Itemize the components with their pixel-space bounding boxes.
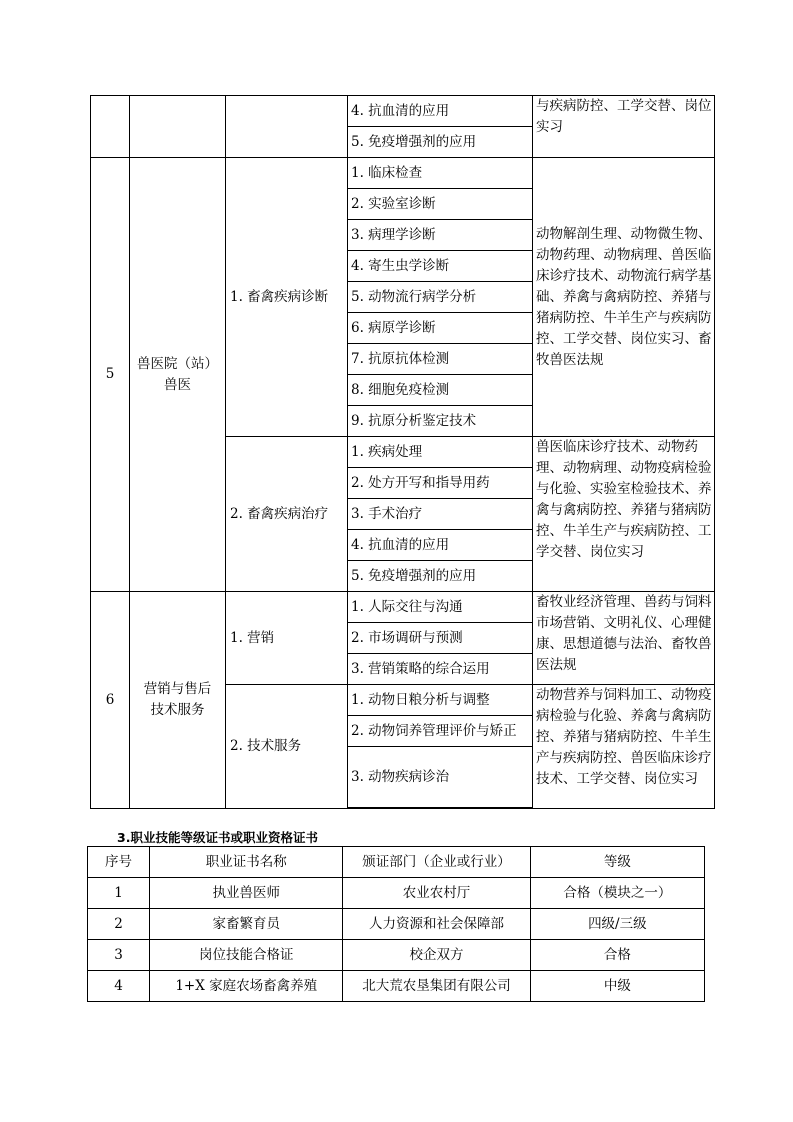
table-header-row	[88, 847, 705, 878]
table-cell: 人力资源和社会保障部	[343, 909, 530, 940]
table-cell: 北大荒农垦集团有限公司	[343, 971, 530, 1002]
course-cell: 动物营养与饲料加工、动物疫病检验与化验、养禽与禽病防控、养猪与猪病防控、牛羊生产与疾病防控、兽医临床诊疗技术、工学交替、岗位实习	[533, 685, 715, 809]
skill-cell: 3. 病理学诊断	[348, 220, 533, 251]
course-cell: 兽医临床诊疗技术、动物药理、动物病理、动物疫病检验与化验、实验室检验技术、养禽与禽病防控、养猪与猪病防控、牛羊生产与疾病防控、工学交替、岗位实习	[533, 437, 715, 592]
skill-cell: 6. 病原学诊断	[348, 313, 533, 344]
skill-cell: 8. 细胞免疫检测	[348, 375, 533, 406]
table-cell: 1	[88, 878, 150, 909]
skill-cell: 2. 处方开写和指导用药	[348, 468, 533, 499]
skill-cell: 1. 疾病处理	[348, 437, 533, 468]
skill-cell: 5. 动物流行病学分析	[348, 282, 533, 313]
table-row	[88, 971, 705, 1002]
skill-cell: 1. 人际交往与沟通	[348, 592, 533, 623]
column-header: 等级	[530, 847, 704, 878]
table-row	[91, 158, 715, 189]
skill-cell: 3. 手术治疗	[348, 499, 533, 530]
table-cell: 4	[88, 971, 150, 1002]
table-cell: 农业农村厅	[343, 878, 530, 909]
row-number-cell: 6	[91, 592, 130, 809]
post-line: 兽医	[164, 376, 191, 393]
skill-cell: 5. 免疫增强剂的应用	[348, 561, 533, 592]
training-requirements-table	[90, 95, 715, 809]
table-cell: 中级	[530, 971, 704, 1002]
table-row	[88, 940, 705, 971]
table-cell: 1+X 家庭农场畜禽养殖	[150, 971, 343, 1002]
column-header: 职业证书名称	[150, 847, 343, 878]
table-cell: 四级/三级	[530, 909, 704, 940]
table-cell: 执业兽医师	[150, 878, 343, 909]
skill-cell: 3. 动物疾病诊治	[348, 747, 533, 808]
table-row	[91, 96, 715, 127]
row-number-cell: 5	[91, 158, 130, 592]
table-cell: 岗位技能合格证	[150, 940, 343, 971]
post-cell	[130, 158, 226, 592]
table-row	[88, 878, 705, 909]
skill-cell: 3. 营销策略的综合运用	[348, 654, 533, 685]
skill-cell: 2. 动物饲养管理评价与矫正	[348, 716, 533, 747]
table-row	[91, 592, 715, 623]
task-cell: 1. 畜禽疾病诊断	[226, 158, 348, 437]
task-cell	[226, 96, 348, 158]
skill-cell: 4. 寄生虫学诊断	[348, 251, 533, 282]
table-cell: 合格（模块之一）	[530, 878, 704, 909]
post-line: 营销与售后	[143, 681, 212, 697]
skill-cell	[348, 808, 533, 809]
skill-cell: 2. 市场调研与预测	[348, 623, 533, 654]
table-cell: 校企双方	[343, 940, 530, 971]
section-heading: 3.职业技能等级证书或职业资格证书	[117, 830, 318, 845]
table-cell: 家畜繁育员	[150, 909, 343, 940]
skill-cell: 1. 临床检查	[348, 158, 533, 189]
post-line: 技术服务	[150, 702, 205, 718]
column-header: 序号	[88, 847, 150, 878]
table-cell: 合格	[530, 940, 704, 971]
row-number-cell	[91, 96, 130, 158]
skill-cell: 4. 抗血清的应用	[348, 96, 533, 127]
skill-cell: 1. 动物日粮分析与调整	[348, 685, 533, 716]
skill-cell: 4. 抗血清的应用	[348, 530, 533, 561]
task-cell: 2. 技术服务	[226, 685, 348, 809]
skill-cell: 5. 免疫增强剂的应用	[348, 127, 533, 158]
skill-cell: 2. 实验室诊断	[348, 189, 533, 220]
post-cell	[130, 96, 226, 158]
course-cell: 畜牧业经济管理、兽药与饲料市场营销、文明礼仪、心理健康、思想道德与法治、畜牧兽医法规	[533, 592, 715, 685]
column-header: 颁证部门（企业或行业）	[343, 847, 530, 878]
post-cell	[130, 592, 226, 809]
skill-cell: 7. 抗原抗体检测	[348, 344, 533, 375]
task-cell: 1. 营销	[226, 592, 348, 685]
table-row	[88, 909, 705, 940]
table-cell: 2	[88, 909, 150, 940]
skill-cell: 9. 抗原分析鉴定技术	[348, 406, 533, 437]
course-cell: 与疾病防控、工学交替、岗位实习	[533, 96, 715, 158]
task-cell: 2. 畜禽疾病治疗	[226, 437, 348, 592]
table-cell: 3	[88, 940, 150, 971]
certificate-table	[87, 846, 705, 1002]
course-cell: 动物解剖生理、动物微生物、动物药理、动物病理、兽医临床诊疗技术、动物流行病学基础、养禽与禽病防控、养猪与猪病防控、牛羊生产与疾病防控、工学交替、岗位实习、畜牧兽医法规	[533, 158, 715, 437]
post-line: 兽医院（站）	[137, 355, 218, 372]
